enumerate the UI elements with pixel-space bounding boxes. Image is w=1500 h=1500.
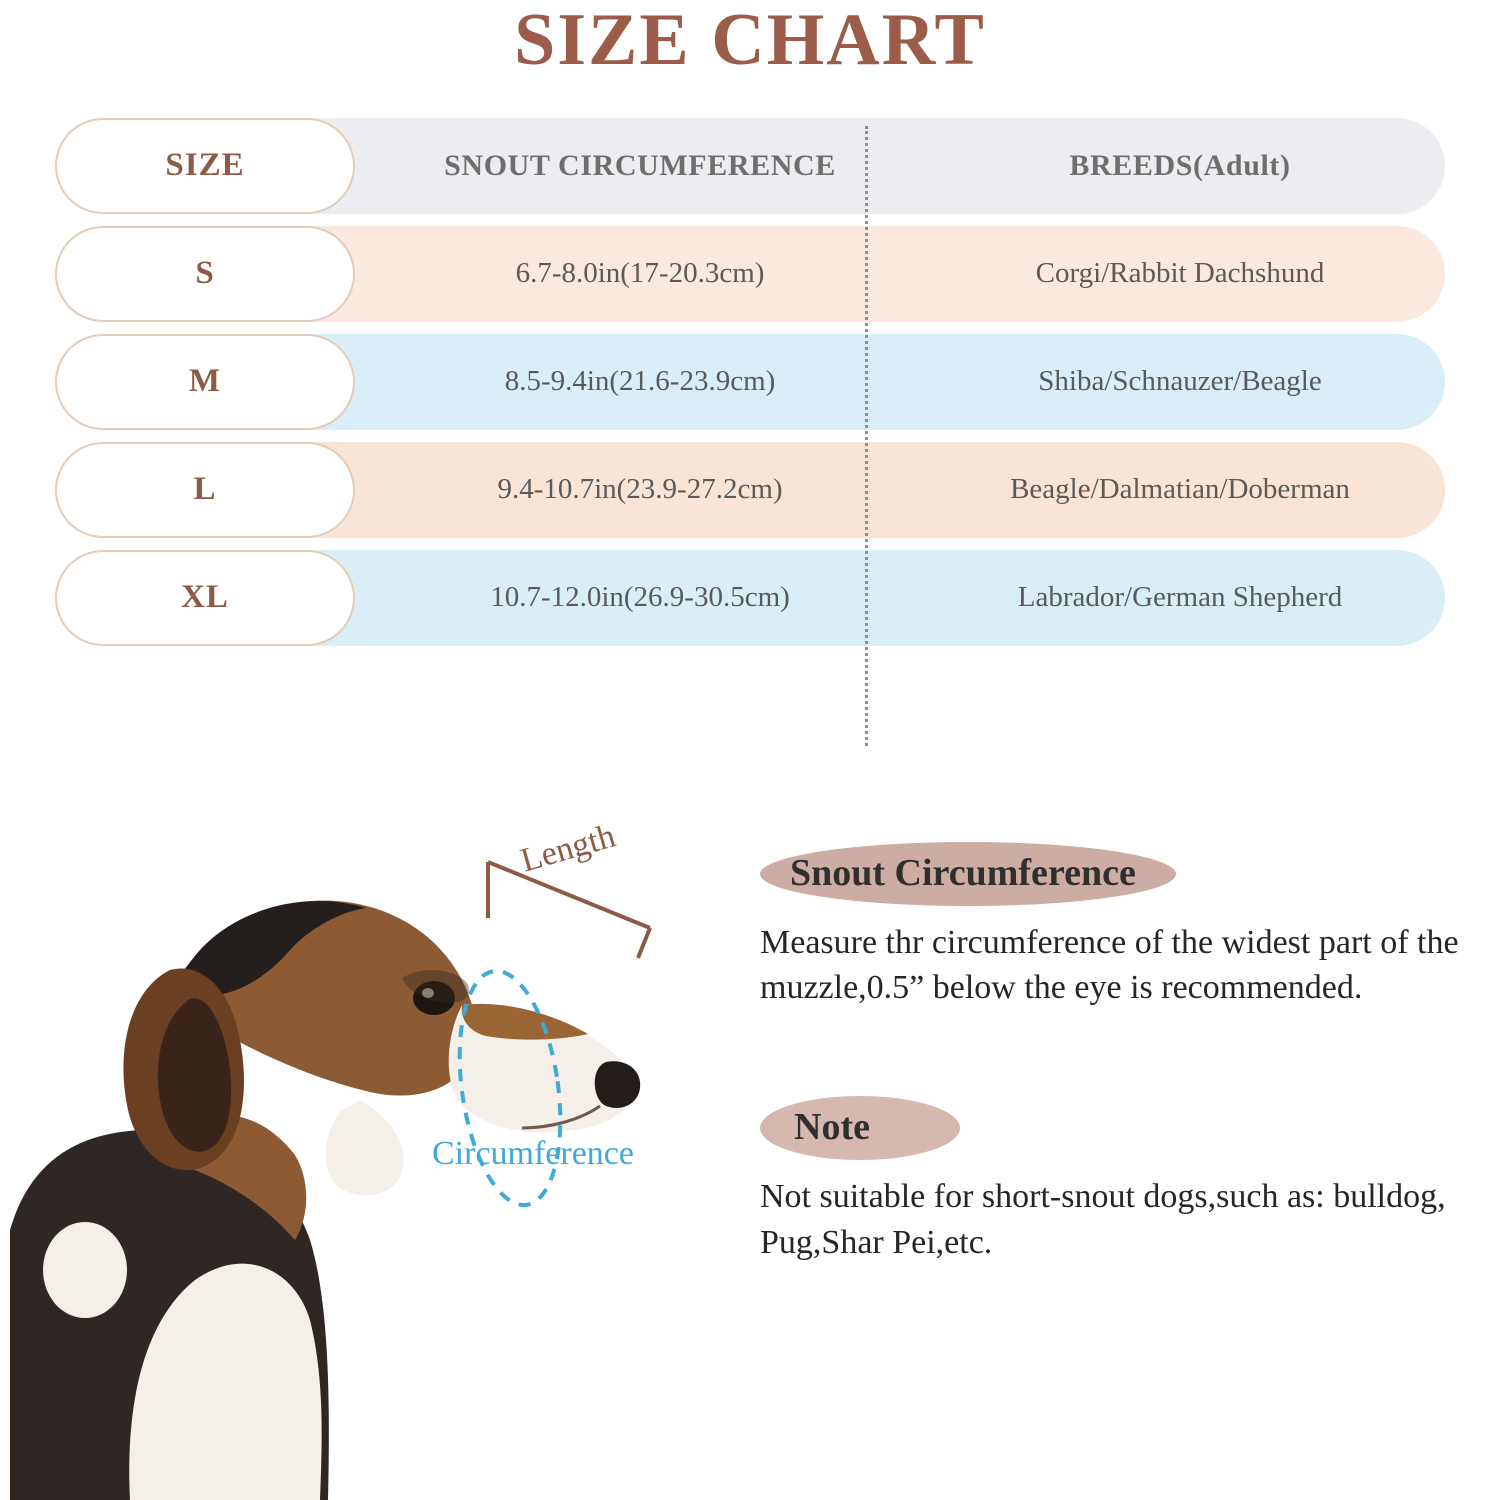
header-breeds-label: BREEDS(Adult) xyxy=(1069,148,1291,182)
row-size-value: S xyxy=(195,255,215,292)
header-cell-size xyxy=(55,118,355,214)
row-snout-value: 9.4-10.7in(23.9-27.2cm) xyxy=(497,473,783,506)
length-marker-line xyxy=(488,862,650,928)
header-snout-label: SNOUT CIRCUMFERENCE xyxy=(444,148,836,182)
row-cell-breeds xyxy=(925,442,1445,538)
row-cell-size xyxy=(55,442,355,538)
measure-guide-section xyxy=(0,790,1500,1500)
row-cell-snout xyxy=(355,442,925,538)
table-row xyxy=(55,442,1445,538)
snout-circumference-heading: Snout Circumference xyxy=(760,842,1176,906)
size-chart-table xyxy=(55,118,1445,646)
row-cell-snout xyxy=(355,334,925,430)
row-cell-size xyxy=(55,226,355,322)
note-heading: Note xyxy=(760,1096,960,1160)
row-cell-snout xyxy=(355,226,925,322)
table-header-row xyxy=(55,118,1445,214)
table-row xyxy=(55,334,1445,430)
row-cell-size xyxy=(55,334,355,430)
page-title: SIZE CHART xyxy=(514,0,986,81)
row-breeds-value: Shiba/Schnauzer/Beagle xyxy=(1038,365,1322,398)
row-snout-value: 10.7-12.0in(26.9-30.5cm) xyxy=(490,581,790,614)
row-snout-value: 6.7-8.0in(17-20.3cm) xyxy=(515,257,765,290)
row-breeds-value: Beagle/Dalmatian/Doberman xyxy=(1010,473,1350,506)
note-text: Not suitable for short-snout dogs,such as: bulldog, Pug,Shar Pei,etc. xyxy=(760,1178,1446,1261)
table-row xyxy=(55,550,1445,646)
row-breeds-value: Labrador/German Shepherd xyxy=(1017,581,1343,614)
header-cell-breeds xyxy=(925,118,1445,214)
length-label: Length xyxy=(516,817,620,880)
row-cell-size xyxy=(55,550,355,646)
dog-illustration xyxy=(0,790,740,1500)
row-size-value: XL xyxy=(181,579,229,616)
snout-circumference-text: Measure thr circumference of the widest part of the muzzle,0.5” below the eye is recommended. xyxy=(760,924,1459,1007)
table-row xyxy=(55,226,1445,322)
row-cell-breeds xyxy=(925,550,1445,646)
circumference-label: Circumference xyxy=(432,1135,634,1172)
row-cell-breeds xyxy=(925,334,1445,430)
header-size-label: SIZE xyxy=(165,147,245,184)
row-cell-breeds xyxy=(925,226,1445,322)
row-cell-snout xyxy=(355,550,925,646)
row-snout-value: 8.5-9.4in(21.6-23.9cm) xyxy=(504,365,776,398)
info-column xyxy=(760,842,1480,1265)
row-breeds-value: Corgi/Rabbit Dachshund xyxy=(1035,257,1325,290)
column-divider xyxy=(865,126,868,746)
header-cell-snout xyxy=(355,118,925,214)
note-block xyxy=(760,1096,1480,1264)
length-marker-right xyxy=(638,928,650,958)
row-size-value: M xyxy=(188,363,222,400)
row-size-value: L xyxy=(193,471,217,508)
